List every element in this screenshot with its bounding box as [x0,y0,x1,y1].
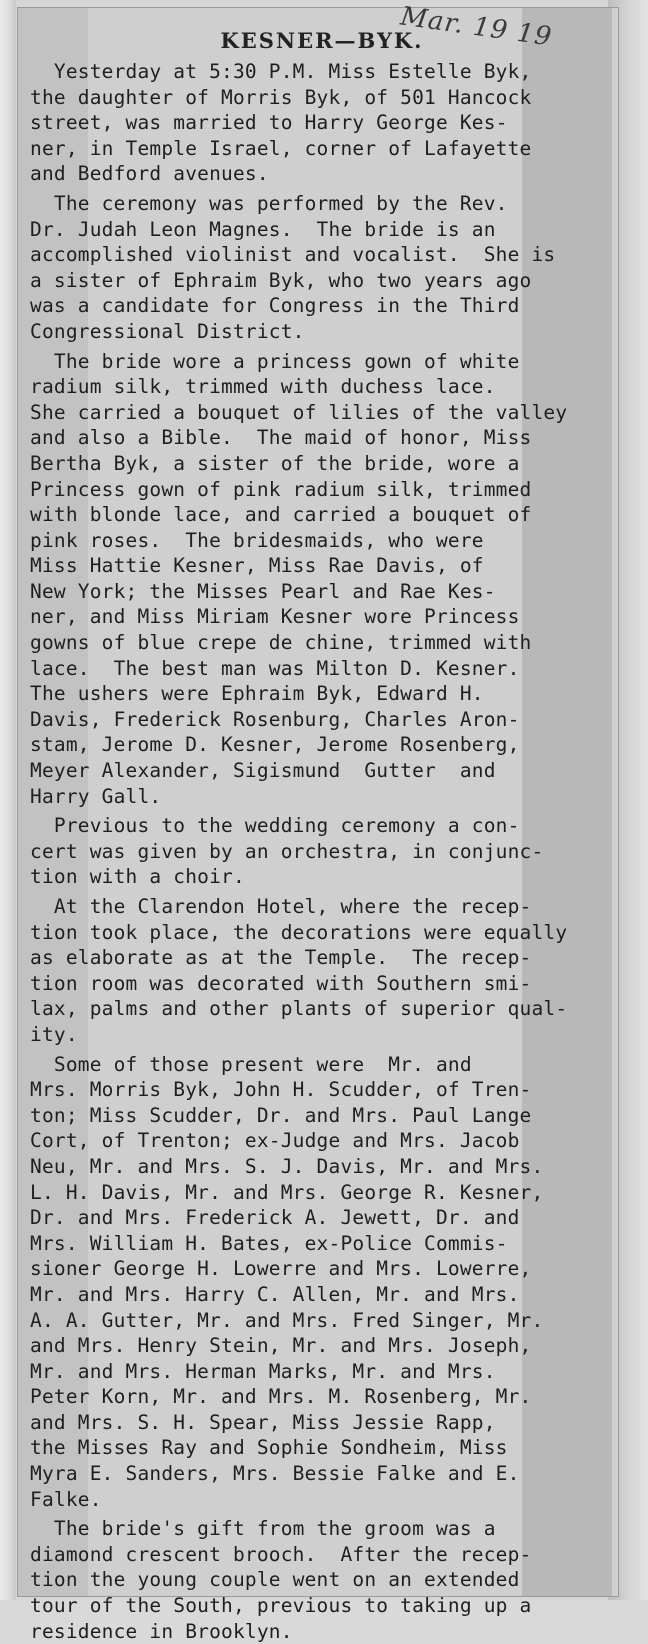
text-line: and Mrs. Henry Stein, Mr. and Mrs. Joseph, [30,1334,532,1358]
text-line: diamond crescent brooch. After the recep- [30,1542,532,1566]
text-line: Dr. and Mrs. Frederick A. Jewett, Dr. and [30,1206,520,1230]
text-line: Mr. and Mrs. Herman Marks, Mr. and Mrs. [30,1359,496,1383]
text-line: New York; the Misses Pearl and Rae Kes- [30,579,496,603]
text-line: L. H. Davis, Mr. and Mrs. George R. Kesner, [30,1180,544,1204]
text-line: with blonde lace, and carried a bouquet of [30,503,532,527]
article-paragraph [30,1052,614,1513]
text-line: lax, palms and other plants of superior qual- [30,997,568,1021]
text-line: Some of those present were Mr. and [30,1052,472,1076]
text-line: Previous to the wedding ceremony a con- [30,814,520,838]
text-line: stam, Jerome D. Kesner, Jerome Rosenberg, [30,733,520,757]
text-line: She carried a bouquet of lilies of the valley [30,400,568,424]
text-line: the Misses Ray and Sophie Sondheim, Miss [30,1436,508,1460]
text-line: Mrs. Morris Byk, John H. Scudder, of Tren- [30,1078,532,1102]
text-line: tour of the South, previous to taking up a [30,1594,532,1618]
text-line: Cort, of Trenton; ex-Judge and Mrs. Jacob [30,1129,520,1153]
text-line: and Bedford avenues. [30,162,269,186]
text-line: A. A. Gutter, Mr. and Mrs. Fred Singer, Mr. [30,1308,544,1332]
text-line: a sister of Ephraim Byk, who two years ago [30,268,532,292]
text-line: radium silk, trimmed with duchess lace. [30,375,496,399]
scan-edge-left [0,0,16,1600]
text-line: Mr. and Mrs. Harry C. Allen, Mr. and Mrs. [30,1282,520,1306]
text-line: The bride's gift from the groom was a [30,1517,496,1541]
text-line: ton; Miss Scudder, Dr. and Mrs. Paul Lange [30,1103,532,1127]
text-line: At the Clarendon Hotel, where the recep- [30,895,532,918]
text-line: street, was married to Harry George Kes- [30,111,508,135]
text-line: cert was given by an orchestra, in conjunc- [30,839,544,863]
article-paragraph [30,894,614,1048]
text-line: gowns of blue crepe de chine, trimmed with [30,631,532,655]
article [30,28,614,1644]
text-line: accomplished violinist and vocalist. She is [30,243,556,267]
text-line: residence in Brooklyn. [30,1619,293,1643]
text-line: the daughter of Morris Byk, of 501 Hancock [30,85,532,109]
text-line: tion room was decorated with Southern smi- [30,971,532,995]
article-paragraph [30,59,614,187]
text-line: Peter Korn, Mr. and Mrs. M. Rosenberg, Mr. [30,1385,532,1409]
text-line: Miss Hattie Kesner, Miss Rae Davis, of [30,554,484,578]
text-line: Bertha Byk, a sister of the bride, wore a [30,451,520,475]
text-line: tion took place, the decorations were equally [30,920,568,944]
text-line: Mrs. William H. Bates, ex-Police Commis- [30,1231,508,1255]
article-paragraph [30,813,614,890]
text-line: Dr. Judah Leon Magnes. The bride is an [30,217,496,241]
newspaper-clipping [18,1,618,1643]
text-line: was a candidate for Congress in the Third [30,294,520,318]
text-line: Congressional District. [30,319,305,343]
handwritten-date: Mar. 19 19 [398,1,555,53]
text-line: Yesterday at 5:30 P.M. Miss Estelle Byk, [30,60,532,83]
article-headline: KESNER—BYK. [220,28,424,53]
text-line: tion with a choir. [30,865,245,889]
text-line: sioner George H. Lowerre and Mrs. Lowerre, [30,1257,532,1281]
text-line: and Mrs. S. H. Spear, Miss Jessie Rapp, [30,1410,496,1434]
article-paragraph [30,1516,614,1644]
text-line: Davis, Frederick Rosenburg, Charles Aron- [30,707,520,731]
text-line: The ushers were Ephraim Byk, Edward H. [30,682,484,706]
text-line: lace. The best man was Milton D. Kesner. [30,656,520,680]
text-line: Neu, Mr. and Mrs. S. J. Davis, Mr. and Mrs. [30,1154,544,1178]
article-body [30,59,614,1644]
text-line: Myra E. Sanders, Mrs. Bessie Falke and E. [30,1462,520,1486]
article-paragraph [30,349,614,810]
text-line: pink roses. The bridesmaids, who were [30,528,484,552]
text-line: and also a Bible. The maid of honor, Miss [30,426,532,450]
text-line: as elaborate as at the Temple. The recep- [30,946,532,970]
text-line: The bride wore a princess gown of white [30,349,520,373]
article-paragraph [30,191,614,345]
text-line: ity. [30,1022,78,1046]
text-line: Harry Gall. [30,784,162,808]
text-line: ner, and Miss Miriam Kesner wore Princess [30,605,520,629]
text-line: Falke. [30,1487,102,1511]
text-line: tion the young couple went on an extended [30,1568,520,1592]
text-line: ner, in Temple Israel, corner of Lafayette [30,136,532,160]
text-line: Princess gown of pink radium silk, trimmed [30,477,532,501]
text-line: Meyer Alexander, Sigismund Gutter and [30,759,496,783]
text-line: The ceremony was performed by the Rev. [30,191,508,215]
